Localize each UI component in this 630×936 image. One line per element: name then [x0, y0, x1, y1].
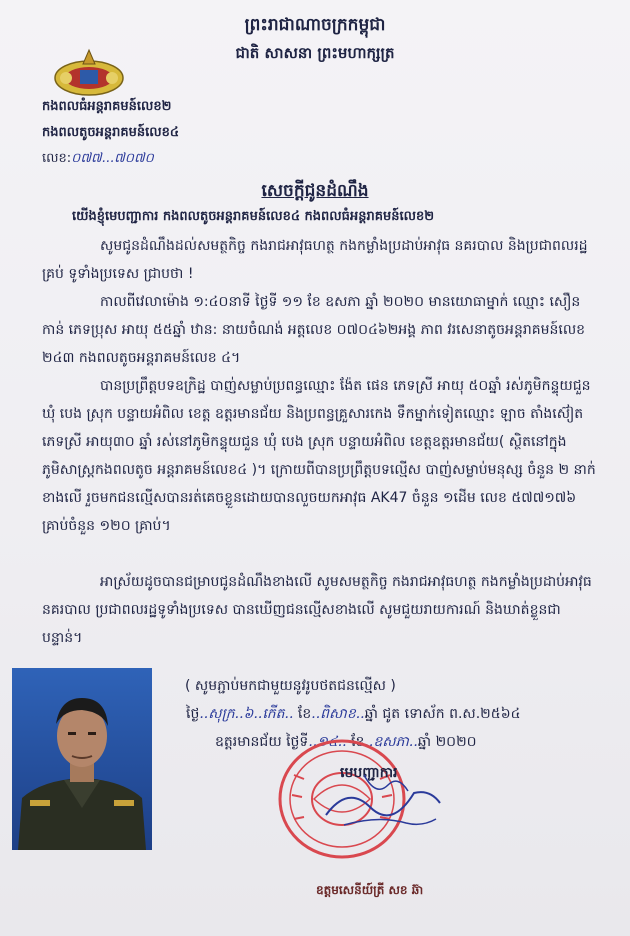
military-emblem-icon [52, 48, 126, 98]
body-paragraph-1: សូមជូនដំណឹងដល់សមត្ថកិច្ច កងរាជអាវុធហត្ថ កងកម្លាំងប្រដាប់អាវុធ នគរបាល និងប្រជាពលរដ្ឋគ្រប់ ទូទាំងប្រទេស ជ្រាបថា ! [42, 238, 588, 282]
signatory-name: ឧត្តមសេនីយ៍ត្រី សខ ឆ៊ា [316, 883, 424, 897]
solar-month-value: ..ឧសភា.. [364, 734, 418, 750]
solar-day-value: ..១៤.. [308, 734, 347, 750]
handwritten-signature-icon [318, 745, 448, 845]
division-name: កងពលធំអន្តរាគមន៍លេខ២ [42, 99, 172, 114]
body-paragraph-3: បានប្រព្រឹត្តបទឧក្រិដ្ឋ បាញ់សម្លាប់ប្រពន្ធឈ្មោះ ង៉ែត ផេន ភេទស្រី អាយុ ៥០ឆ្នាំ រស់ភូមិកន្ទុយជួន ឃុំ បេង ស្រុក បន្ទាយអំពិល ខេត្ត ឧត្តរមានជ័យ និងប្រពន្ធគ្រួសារកេង ទឹកម្នាក់ទៀតឈ្មោះ ឡាច តាំងស៊ៀត ភេទស្រី អាយុ៣០ ឆ្នាំ រស់នៅភូមិកន្ទុយជួន ឃុំ បេង ស្រុក បន្ទាយអំពិល ខេត្តឧត្តរមានជ័យ( ស្ថិតនៅក្នុងភូមិសាស្ត្រកងពលតូច អន្តរាគមន៍លេខ៤ )។ ក្រោយពីបានប្រព្រឹត្តបទល្មើស បាញ់សម្លាប់មនុស្ស ចំនួន ២ នាក់ ខាងលើ រួចមកជនល្មើសបានរត់គេចខ្លួនដោយបានលួចយកអាវុធ AK47 ចំនួន ១ដើម លេខ ៥៧៧១៧៦ គ្រាប់ចំនួន ១២០ គ្រាប់។ [42, 378, 596, 534]
body-paragraph-4: អាស្រ័យដូចបានជម្រាបជូនដំណឹងខាងលើ សូមសមត្ថកិច្ច កងរាជអាវុធហត្ថ កងកម្លាំងប្រដាប់អាវុធ នគរបាល ប្រជាពលរដ្ឋទូទាំងប្រទេស បានឃើញជនល្មើសខាងលើ សូមជួយរាយការណ៍ និងឃាត់ខ្លួនជាបន្ទាន់។ [42, 574, 592, 646]
lunar-year: ឆ្នាំ ជូត ទោស័ក ព.ស.២៥៦៤ [364, 706, 521, 722]
brigade-name: កងពលតូចអន្តរាគមន៍លេខ៤ [42, 125, 180, 140]
document-title: សេចក្តីជូនដំណឹង [261, 181, 369, 201]
issuer-line: យើងខ្ញុំមេបញ្ជាការ កងពលតូចអន្តរាគមន៍លេខ៤ កងពលធំអន្តរាគមន៍លេខ២ [72, 209, 435, 224]
kingdom-header: ព្រះរាជាណាចក្រកម្ពុជា [244, 15, 386, 35]
lunar-month-label: ខែ [297, 706, 312, 722]
attachment-note: ( សូមភ្ជាប់មកជាមួយនូវរូបថតជនល្មើស ) [185, 678, 396, 694]
nation-motto: ជាតិ សាសនា ព្រះមហាក្សត្រ [235, 44, 395, 62]
reference-value: ០៧៧...៧០៧០ [71, 151, 154, 166]
lunar-day-value: ..សុក្រ..៦..កើត.. [199, 706, 294, 722]
solar-place-prefix: ឧត្តរមានជ័យ ថ្ងៃទី [215, 734, 309, 750]
solar-year: ឆ្នាំ ២០២០ [417, 734, 477, 750]
reference-label: លេខ: [42, 151, 72, 166]
lunar-date-line [186, 704, 521, 725]
body-paragraph-2: កាលពីវេលាម៉ោង ១:៤០នាទី ថ្ងៃទី ១១ ខែ ឧសភា ឆ្នាំ ២០២០ មានយោធាម្នាក់ ឈ្មោះ សឿន កាន់ ភេទប្រុស អាយុ ៥៥ឆ្នាំ ឋាន: នាយចំណង់ អត្តលេខ ០៧០៤៦២អង្គ ភាព វរសេនាតូចអន្តរាគមន៍លេខ ២៤៣ កងពលតូចអន្តរាគមន៍លេខ ៤។ [42, 294, 586, 366]
signatory-title: មេបញ្ជាការ [340, 765, 398, 781]
lunar-month-value: ..ពិសាខ.. [311, 706, 365, 722]
suspect-photo [12, 668, 152, 850]
reference-number [42, 150, 154, 169]
solar-month-label: ខែ [351, 734, 365, 750]
lunar-day-prefix: ថ្ងៃ [186, 706, 200, 722]
